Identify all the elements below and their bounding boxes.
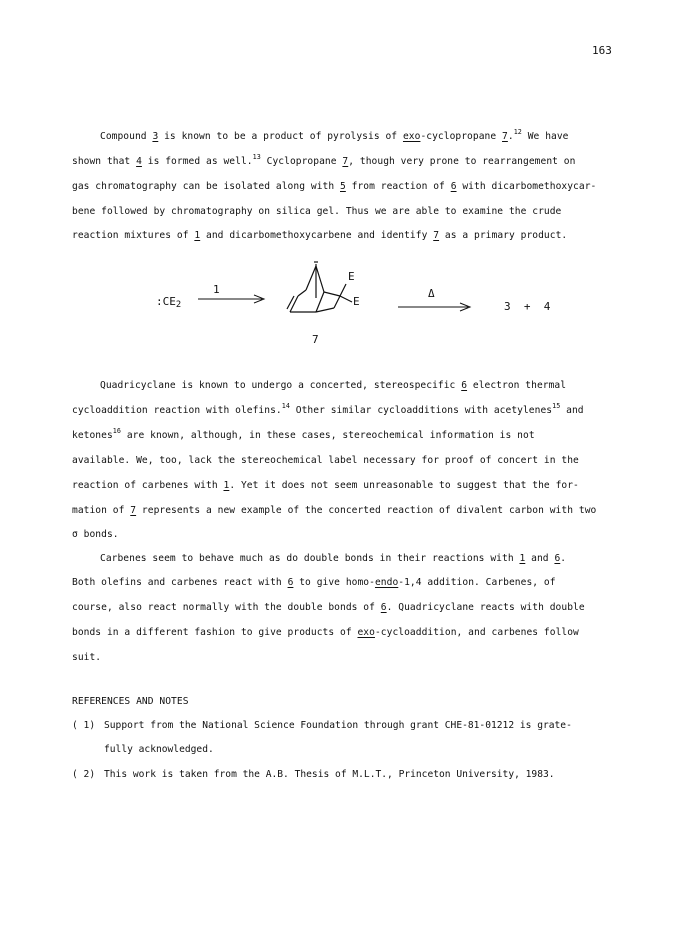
reference-1-continuation: fully acknowledged. (104, 744, 214, 755)
text-line: bonds in a different fashion to give products of exo-cycloaddition, and carbenes follow (72, 627, 579, 638)
text-line: course, also react normally with the double bonds of 6. Quadricyclane reacts with double (72, 602, 585, 613)
text-line: suit. (72, 652, 102, 663)
norbornene-cyclopropane-structure (284, 258, 364, 324)
text-line: Carbenes seem to behave much as do double bonds in their reactions with 1 and 6. (100, 553, 567, 564)
text-line: available. We, too, lack the stereochemical label necessary for proof of concert in the (72, 455, 579, 466)
reaction-scheme (140, 258, 560, 348)
arrow-2-label: Δ (428, 287, 435, 300)
references-heading: REFERENCES AND NOTES (72, 696, 189, 707)
text-line: Both olefins and carbenes react with 6 to give homo-endo-1,4 addition. Carbenes, of (72, 577, 556, 588)
text-line: reaction mixtures of 1 and dicarbomethoxycarbene and identify 7 as a primary product. (72, 230, 568, 241)
text-line: gas chromatography can be isolated along with 5 from reaction of 6 with dicarbomethoxycar- (72, 181, 597, 192)
substituent-e-top: E (348, 270, 355, 283)
arrow-1-label: 1 (213, 283, 220, 296)
reference-1: ( 1) Support from the National Science Foundation through grant CHE-81-01212 is grate- (72, 720, 572, 731)
text-line: Compound 3 is known to be a product of pyrolysis of exo-cyclopropane 7.12 We have (100, 128, 569, 142)
reaction-arrow-1 (198, 294, 268, 304)
text-line: ketones$^{16}$ are known, although, in these cases, stereochemical information is not (72, 427, 535, 441)
reaction-arrow-2 (398, 302, 474, 312)
substituent-e-right: E (353, 295, 360, 308)
reagent-label: $:CE_2$ (156, 295, 182, 310)
text-line: cycloaddition reaction with olefins.$^{14}$ Other similar cycloadditions with acetylenes$^{15}$ and (72, 402, 584, 416)
text-line: mation of 7 represents a new example of the concerted reaction of divalent carbon with two (72, 505, 597, 516)
products-label: 3 + 4 (504, 300, 551, 313)
compound-label: 7 (312, 333, 319, 346)
page-number: 163 (592, 44, 612, 57)
reference-2: ( 2) This work is taken from the A.B. Thesis of M.L.T., Princeton University, 1983. (72, 769, 555, 780)
text-line: bene followed by chromatography on silica gel. Thus we are able to examine the crude (72, 206, 562, 217)
text-line: shown that 4 is formed as well.$^{13}$ Cyclopropane 7, though very prone to rearrangement on (72, 153, 576, 167)
text-line: Quadricyclane is known to undergo a concerted, stereospecific 6 electron thermal (100, 380, 567, 391)
text-line: σ bonds. (72, 529, 119, 540)
text-line: reaction of carbenes with 1. Yet it does not seem unreasonable to suggest that the for- (72, 480, 579, 491)
